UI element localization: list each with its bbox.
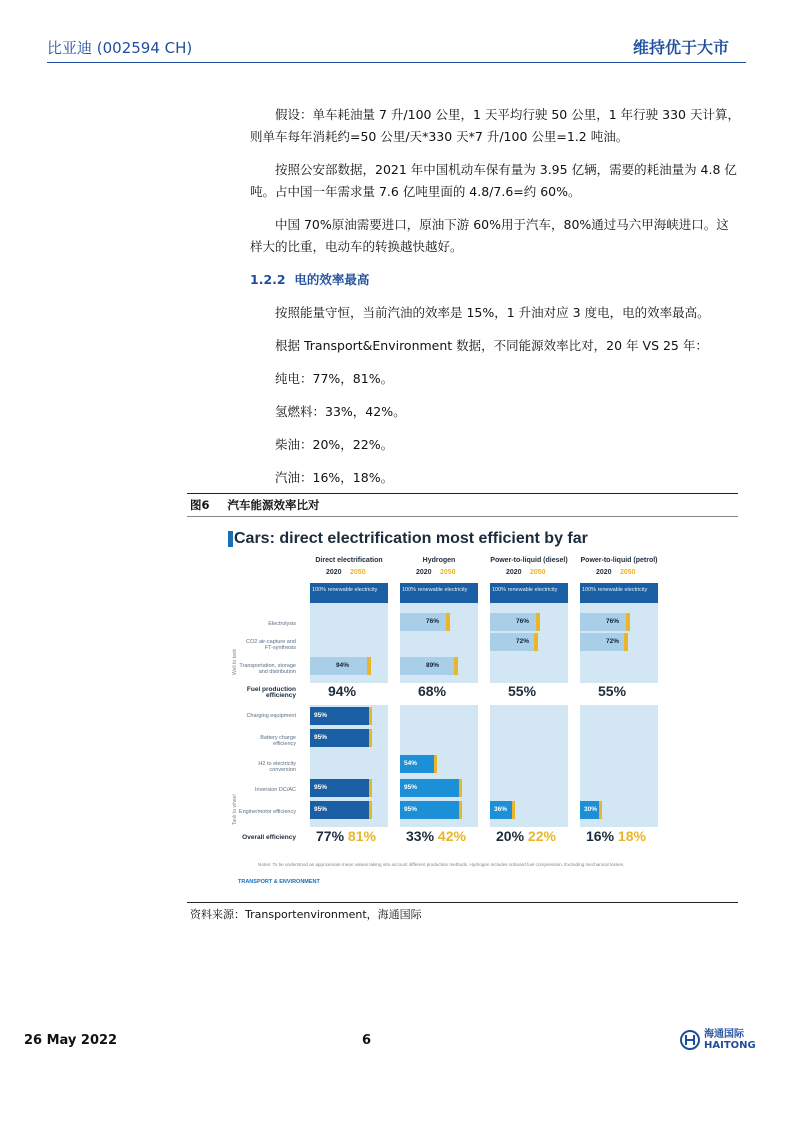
row-label: Transportation, storage and distribution — [239, 663, 296, 675]
wtt-value: 89% — [426, 662, 440, 669]
wtt-value: 76% — [426, 618, 440, 625]
title-accent-mark — [228, 531, 233, 547]
ttw-value: 54% — [404, 760, 418, 767]
ttw-bar-2050 — [369, 801, 372, 819]
figure-title: 汽车能源效率比对 — [227, 498, 320, 512]
logo-cn: 海通国际 — [704, 1029, 744, 1040]
banner-label: 100% renewable electricity — [402, 587, 468, 593]
row-label: Battery charge efficiency — [260, 735, 296, 747]
year-2020-label: 2020 — [326, 569, 342, 576]
wtt-bar-2050 — [454, 657, 458, 675]
row-label: Engine/motor efficiency — [238, 809, 296, 815]
year-2020-label: 2020 — [416, 569, 432, 576]
chart-title: Cars: direct electrification most efficient by far — [234, 530, 588, 547]
year-2050-label: 2050 — [440, 569, 456, 576]
ttw-bar-2050 — [459, 779, 462, 797]
year-2050-label: 2050 — [350, 569, 366, 576]
wtt-bar-2050 — [534, 633, 538, 651]
row-label: H2 to electricity conversion — [258, 761, 296, 773]
haitong-logo — [680, 1029, 756, 1051]
row-label: Overall efficiency — [242, 834, 296, 841]
chart-brand: TRANSPORT & ENVIRONMENT — [238, 879, 320, 885]
column-header: Power-to-liquid (petrol) — [580, 557, 658, 564]
paragraph: 按照能量守恒，当前汽油的效率是 15%，1 升油对应 3 度电，电的效率最高。 — [275, 305, 710, 320]
row-label: CO2 air-capture and FT-synthesis — [246, 639, 296, 651]
wtt-bar-2050 — [624, 633, 628, 651]
section-number: 1.2.2 — [250, 272, 286, 287]
wtt-bar — [580, 613, 626, 631]
figure-source: 资料来源：Transportenvironment，海通国际 — [190, 908, 422, 921]
ttw-bar-2050 — [599, 801, 602, 819]
wtt-value: 94% — [336, 662, 350, 669]
overall-2050: 22% — [527, 828, 556, 844]
wtt-bar — [490, 613, 536, 631]
side-label-ttw: Tank to wheel — [232, 794, 238, 825]
efficiency-chart — [228, 525, 683, 893]
ttw-bar-2050 — [459, 801, 462, 819]
haitong-emblem-icon — [680, 1030, 700, 1050]
overall-efficiency — [406, 828, 466, 844]
figure-caption-rule — [187, 516, 738, 517]
body-text — [250, 104, 740, 500]
wtt-value: 76% — [516, 618, 530, 625]
ttw-bar-2050 — [369, 707, 372, 725]
rating-label: 维持优于大市 — [632, 38, 729, 57]
wtt-value: 72% — [516, 638, 530, 645]
ttw-bar-2050 — [369, 729, 372, 747]
wtt-value: 72% — [606, 638, 620, 645]
list-item: 柴油：20%，22%。 — [275, 437, 394, 452]
renewable-electricity-banner — [580, 583, 658, 603]
banner-label: 100% renewable electricity — [492, 587, 558, 593]
ttw-bar-2050 — [434, 755, 437, 773]
company-ticker: 比亚迪 (002594 CH) — [47, 39, 193, 57]
page-number: 6 — [362, 1033, 372, 1048]
ttw-bar-2050 — [512, 801, 515, 819]
fuel-production-value: 55% — [598, 683, 627, 699]
chart-note: Notes: To be understood as approximate mean values taking into account different production methods. Hydrogen includes onboard fuel compression. Excluding mechanical losses. — [258, 862, 625, 867]
ttw-value: 30% — [584, 806, 598, 813]
overall-2050: 42% — [437, 828, 466, 844]
overall-efficiency — [316, 828, 376, 844]
ttw-value: 95% — [404, 806, 418, 813]
list-item: 汽油：16%，18%。 — [275, 470, 394, 485]
logo-en: HAITONG — [704, 1040, 756, 1051]
paragraph: 假设：单车耗油量 7 升/100 公里，1 天平均行驶 50 公里，1 年行驶 330 天计算，则单车每年消耗约=50 公里/天*330 天*7 升/100 公里=1.2 吨油。 — [250, 107, 740, 144]
year-2050-label: 2050 — [620, 569, 636, 576]
figure-caption — [190, 497, 338, 513]
overall-2020: 16% — [586, 828, 618, 844]
ttw-value: 95% — [314, 806, 328, 813]
year-2050-label: 2050 — [530, 569, 546, 576]
figure-number: 图6 — [190, 498, 210, 512]
column-header: Hydrogen — [422, 557, 456, 564]
overall-2050: 81% — [347, 828, 376, 844]
banner-label: 100% renewable electricity — [582, 587, 648, 593]
section-heading — [250, 269, 740, 291]
row-label: Electrolysis — [268, 621, 296, 627]
row-label: Inversion DC/AC — [255, 787, 296, 793]
wtt-bar — [400, 613, 446, 631]
overall-2020: 20% — [496, 828, 528, 844]
wtt-bar-2050 — [536, 613, 540, 631]
ttw-value: 95% — [314, 712, 328, 719]
wtt-bar-2050 — [626, 613, 630, 631]
paragraph: 中国 70%原油需要进口，原油下游 60%用于汽车，80%通过马六甲海峡进口。这样大的比重，电动车的转换越快越好。 — [250, 217, 729, 254]
overall-2020: 33% — [406, 828, 438, 844]
wtt-value: 76% — [606, 618, 620, 625]
list-item: 氢燃料：33%，42%。 — [275, 404, 406, 419]
fuel-production-value: 94% — [328, 683, 357, 699]
banner-label: 100% renewable electricity — [312, 587, 378, 593]
row-label: Fuel production efficiency — [246, 686, 296, 699]
fuel-production-value: 55% — [508, 683, 537, 699]
ttw-value: 95% — [314, 784, 328, 791]
ttw-value: 95% — [404, 784, 418, 791]
side-label-wtt: Well to tank — [232, 648, 238, 675]
section-title: 电的效率最高 — [294, 272, 370, 287]
renewable-electricity-banner — [310, 583, 388, 603]
year-2020-label: 2020 — [596, 569, 612, 576]
paragraph: 按照公安部数据，2021 年中国机动车保有量为 3.95 亿辆，需要的耗油量为 4.8 亿吨。占中国一年需求量 7.6 亿吨里面的 4.8/7.6=约 60%。 — [250, 162, 737, 199]
list-item: 纯电：77%，81%。 — [275, 371, 394, 386]
overall-2050: 18% — [617, 828, 646, 844]
ttw-bar-2050 — [369, 779, 372, 797]
column-header: Power-to-liquid (diesel) — [490, 557, 568, 564]
column-header: Direct electrification — [315, 557, 383, 564]
ttw-value: 36% — [494, 806, 508, 813]
renewable-electricity-banner — [400, 583, 478, 603]
renewable-electricity-banner — [490, 583, 568, 603]
overall-efficiency — [496, 828, 556, 844]
row-label: Charging equipment — [246, 713, 296, 719]
paragraph: 根据 Transport&Environment 数据，不同能源效率比对，20 年 VS 25 年： — [275, 338, 708, 353]
figure-bottom-rule — [187, 902, 738, 903]
report-date: 26 May 2022 — [24, 1033, 118, 1048]
ttw-value: 95% — [314, 734, 328, 741]
fuel-production-value: 68% — [418, 683, 447, 699]
wtt-bar-2050 — [367, 657, 371, 675]
overall-efficiency — [586, 828, 646, 844]
wtt-bar-2050 — [446, 613, 450, 631]
figure-top-rule — [187, 493, 738, 494]
year-2020-label: 2020 — [506, 569, 522, 576]
header-divider — [47, 62, 746, 63]
overall-2020: 77% — [316, 828, 348, 844]
